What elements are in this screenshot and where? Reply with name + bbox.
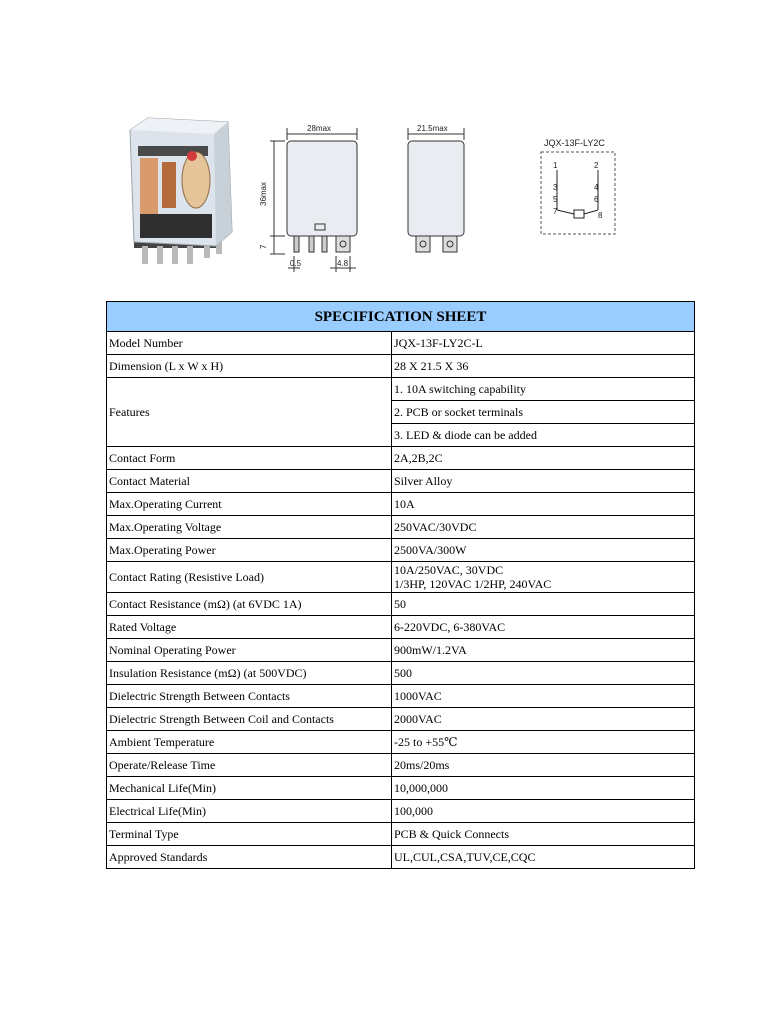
table-row [107, 447, 695, 470]
schematic-pin-5: 5 [553, 195, 558, 204]
schematic-pin-1: 1 [553, 161, 558, 170]
table-row [107, 593, 695, 616]
dim-height-label: 36max [259, 181, 268, 206]
row-value: 50 [392, 593, 695, 616]
table-row [107, 639, 695, 662]
table-row [107, 685, 695, 708]
table-row [107, 378, 695, 401]
row-label: Contact Rating (Resistive Load) [107, 562, 392, 593]
table-row [107, 800, 695, 823]
row-label: Terminal Type [107, 823, 392, 846]
row-label: Features [107, 378, 392, 447]
product-figures [0, 0, 768, 290]
dim-pin-left-label: 0.5 [290, 259, 302, 268]
row-value: 10,000,000 [392, 777, 695, 800]
schematic-pin-3: 3 [553, 183, 558, 192]
row-label: Insulation Resistance (mΩ) (at 500VDC) [107, 662, 392, 685]
table-row [107, 355, 695, 378]
row-label: Electrical Life(Min) [107, 800, 392, 823]
table-row [107, 708, 695, 731]
row-value: 1000VAC [392, 685, 695, 708]
row-label: Max.Operating Power [107, 539, 392, 562]
row-label: Operate/Release Time [107, 754, 392, 777]
row-label: Contact Form [107, 447, 392, 470]
row-value: UL,CUL,CSA,TUV,CE,CQC [392, 846, 695, 869]
row-label: Dielectric Strength Between Coil and Contacts [107, 708, 392, 731]
table-row [107, 539, 695, 562]
schematic-pin-7: 7 [553, 207, 558, 216]
row-value: Silver Alloy [392, 470, 695, 493]
table-row [107, 332, 695, 355]
dim-pin-height-label: 7 [259, 244, 268, 249]
table-header-row [107, 302, 695, 332]
row-label: Contact Material [107, 470, 392, 493]
row-value: 2A,2B,2C [392, 447, 695, 470]
row-label: Model Number [107, 332, 392, 355]
table-row [107, 616, 695, 639]
table-row [107, 470, 695, 493]
row-value: 100,000 [392, 800, 695, 823]
table-row [107, 662, 695, 685]
row-label: Rated Voltage [107, 616, 392, 639]
table-row [107, 777, 695, 800]
row-value: JQX-13F-LY2C-L [392, 332, 695, 355]
specification-table [106, 301, 695, 869]
table-row [107, 731, 695, 754]
table-row [107, 754, 695, 777]
schematic-pin-2: 2 [594, 161, 599, 170]
row-value: 10A [392, 493, 695, 516]
row-value: 250VAC/30VDC [392, 516, 695, 539]
row-label: Max.Operating Current [107, 493, 392, 516]
row-label: Nominal Operating Power [107, 639, 392, 662]
table-row [107, 823, 695, 846]
row-label: Max.Operating Voltage [107, 516, 392, 539]
schematic-pin-6: 6 [594, 195, 599, 204]
row-value: 500 [392, 662, 695, 685]
row-value: 3. LED & diode can be added [392, 424, 695, 447]
row-label: Dielectric Strength Between Contacts [107, 685, 392, 708]
dim-depth-label: 21.5max [417, 124, 448, 133]
schematic-pin-8: 8 [598, 211, 603, 220]
row-value: 2000VAC [392, 708, 695, 731]
row-label: Approved Standards [107, 846, 392, 869]
row-value: 900mW/1.2VA [392, 639, 695, 662]
row-value: 2. PCB or socket terminals [392, 401, 695, 424]
row-value: 2500VA/300W [392, 539, 695, 562]
side-view-drawing [408, 128, 464, 252]
row-value-line: 1/3HP, 120VAC 1/2HP, 240VAC [394, 577, 552, 591]
row-value: 20ms/20ms [392, 754, 695, 777]
row-value: 1. 10A switching capability [392, 378, 695, 401]
row-value: 28 X 21.5 X 36 [392, 355, 695, 378]
row-label: Mechanical Life(Min) [107, 777, 392, 800]
row-value: 6-220VDC, 6-380VAC [392, 616, 695, 639]
row-value: -25 to +55℃ [392, 731, 695, 754]
row-label: Dimension (L x W x H) [107, 355, 392, 378]
row-label: Ambient Temperature [107, 731, 392, 754]
row-value: PCB & Quick Connects [392, 823, 695, 846]
schematic-model-label: JQX-13F-LY2C [544, 138, 605, 148]
table-row [107, 846, 695, 869]
table-row [107, 493, 695, 516]
row-label: Contact Resistance (mΩ) (at 6VDC 1A) [107, 593, 392, 616]
relay-photo [130, 118, 232, 264]
front-view-drawing [270, 128, 357, 272]
table-row [107, 562, 695, 593]
row-value-line: 10A/250VAC, 30VDC [394, 563, 504, 577]
table-row [107, 516, 695, 539]
dim-pin-right-label: 4.8 [337, 259, 349, 268]
row-value [392, 562, 695, 593]
table-title: SPECIFICATION SHEET [107, 302, 695, 332]
dim-width-label: 28max [307, 124, 332, 133]
schematic-pin-4: 4 [594, 183, 599, 192]
